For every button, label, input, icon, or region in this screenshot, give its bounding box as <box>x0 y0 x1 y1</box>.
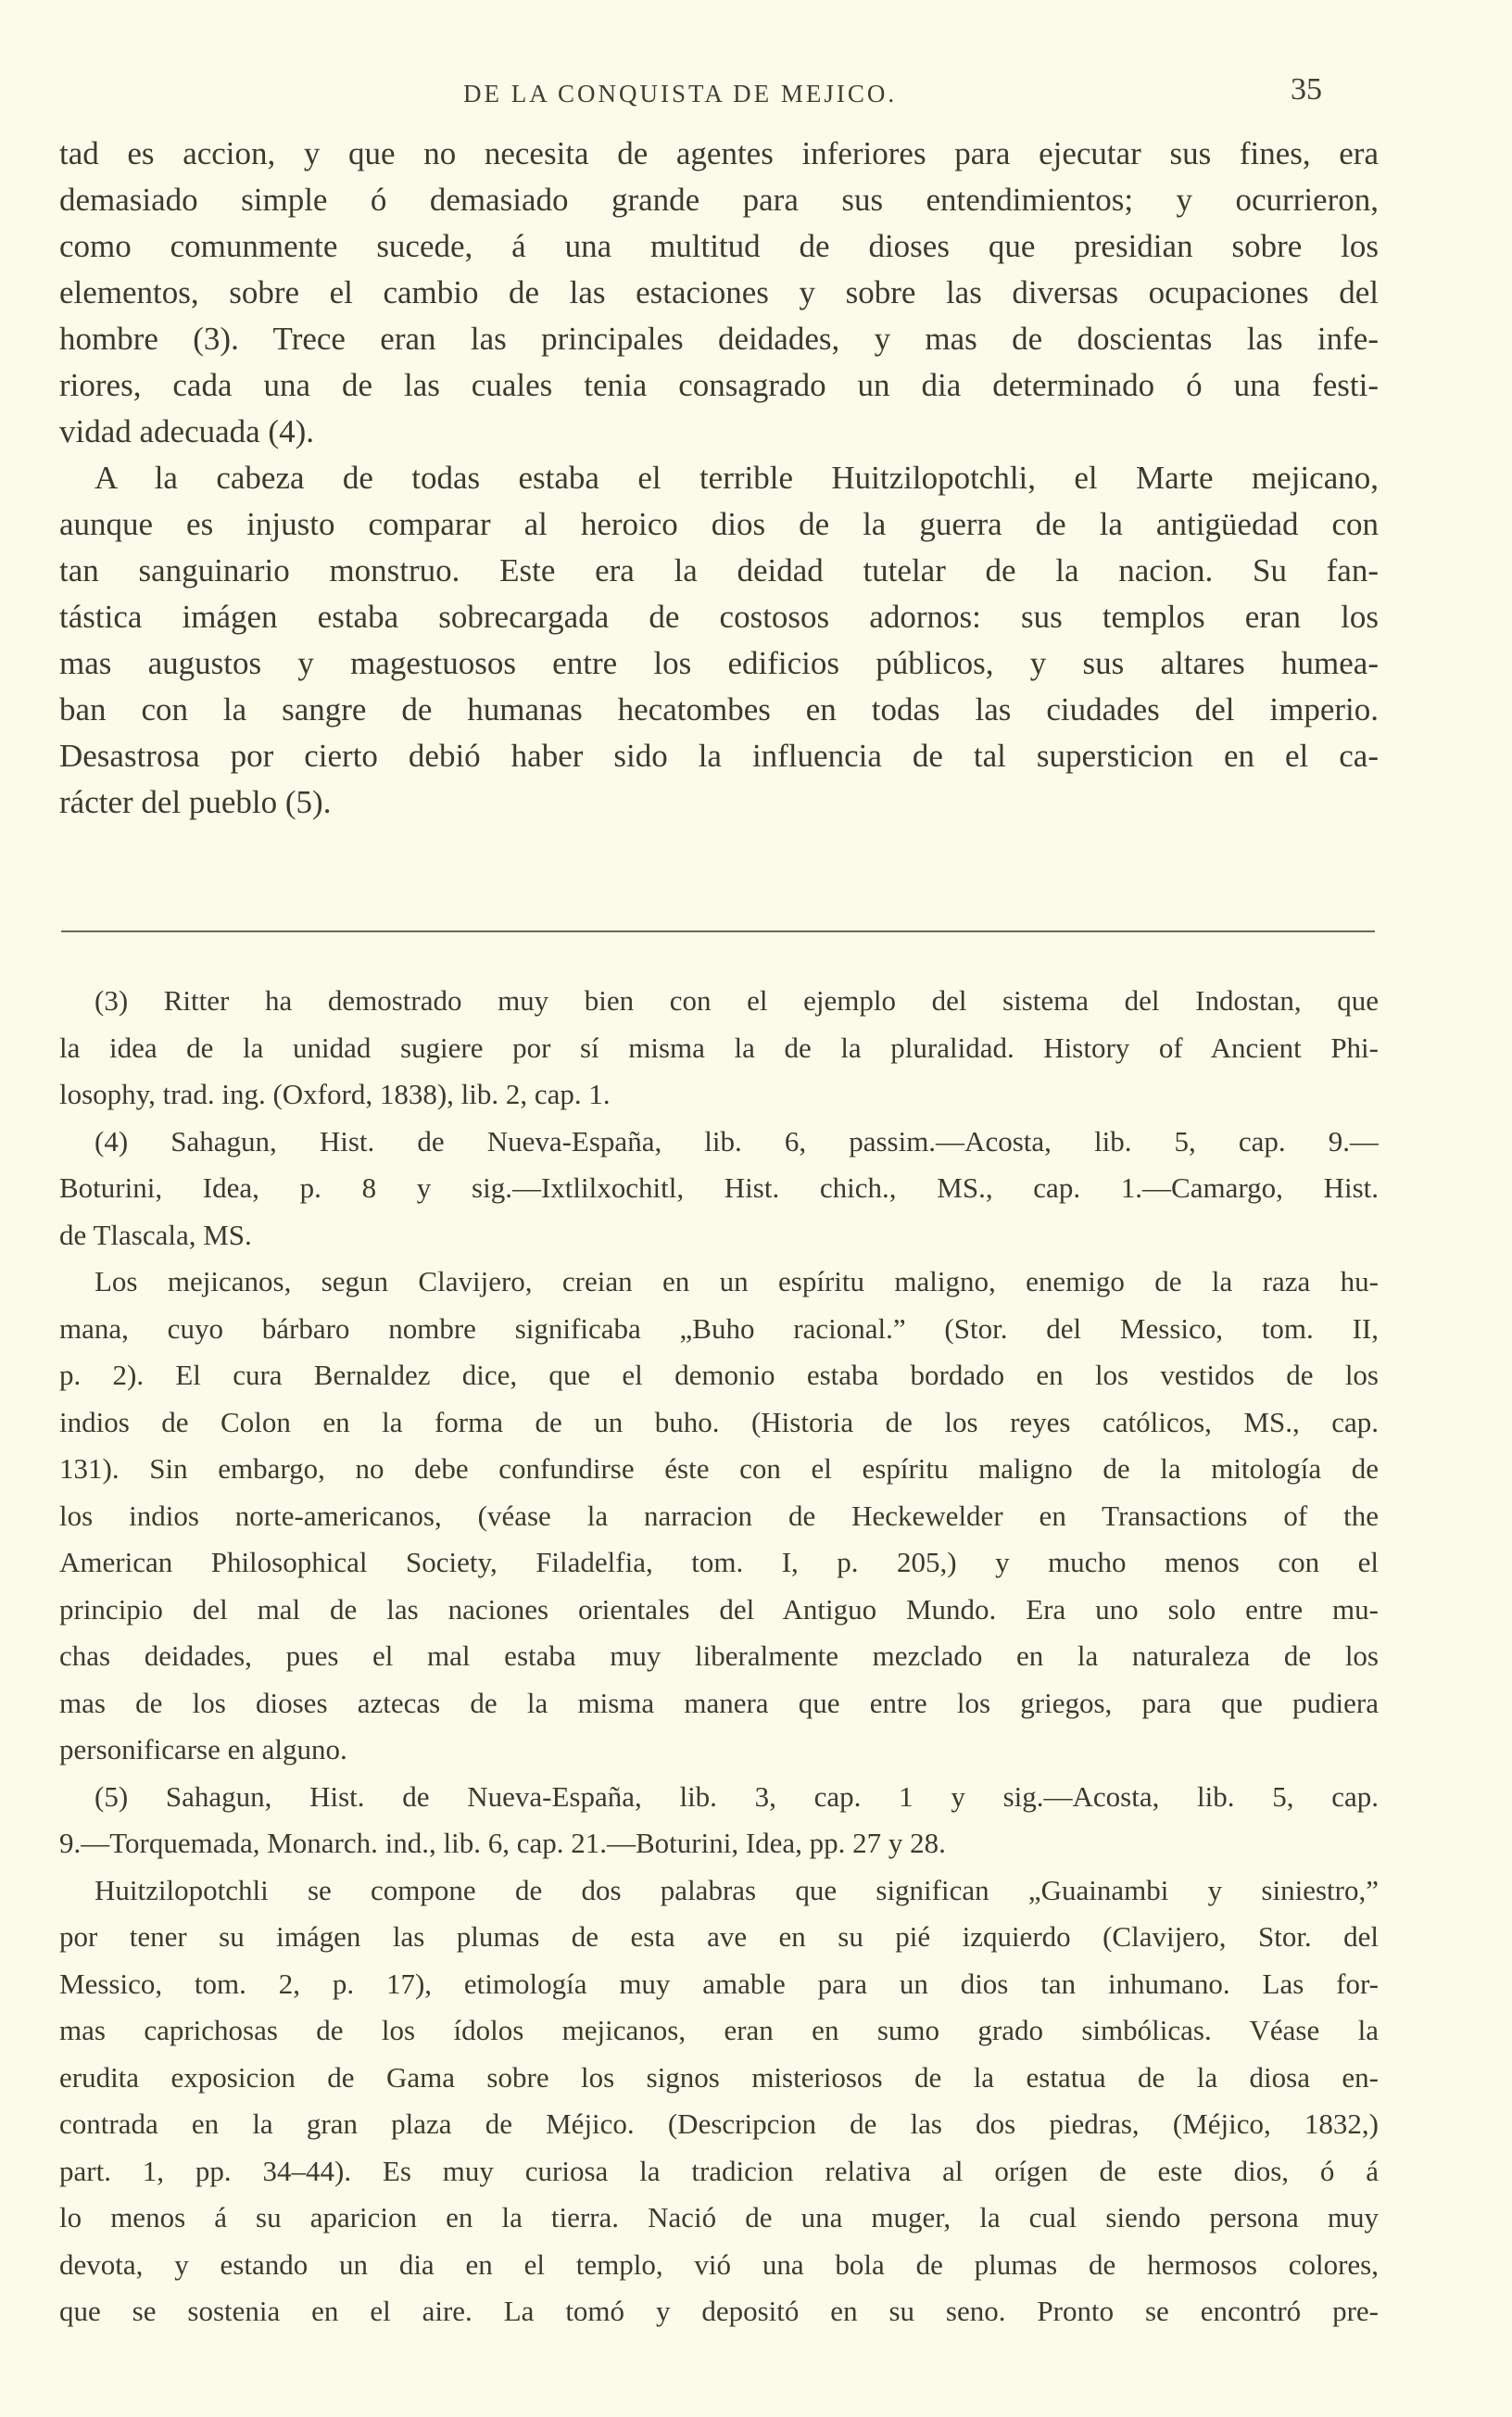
text-line: mas augustos y magestuosos entre los edificios públicos, y sus altares humea- <box>59 645 1379 681</box>
page-number: 35 <box>1291 72 1322 107</box>
footnote-paragraph <box>59 978 1379 1119</box>
text-line: Los mejicanos, segun Clavijero, creian en un espíritu maligno, enemigo de la raza hu- <box>94 1265 1379 1297</box>
text-line: hombre (3). Trece eran las principales deidades, y mas de doscientas las infe- <box>59 321 1379 357</box>
text-line: Boturini, Idea, p. 8 y sig.—Ixtlilxochitl, Hist. chich., MS., cap. 1.—Camargo, Hist. <box>59 1171 1379 1204</box>
text-line: mas caprichosas de los ídolos mejicanos, eran en sumo grado simbólicas. Véase la <box>59 2014 1379 2046</box>
footnotes <box>59 978 1379 2335</box>
text-line: 9.—Torquemada, Monarch. ind., lib. 6, cap. 21.—Boturini, Idea, pp. 27 y 28. <box>59 1827 946 1859</box>
text-line: p. 2). El cura Bernaldez dice, que el demonio estaba bordado en los vestidos de los <box>59 1359 1379 1391</box>
text-line: Huitzilopotchli se compone de dos palabras que significan „Guainambi y siniestro,” <box>94 1873 1379 1906</box>
paragraph <box>59 455 1379 826</box>
text-line: erudita exposicion de Gama sobre los signos misteriosos de la estatua de la diosa en- <box>59 2060 1379 2094</box>
text-line: por tener su imágen las plumas de esta ave en su pié izquierdo (Clavijero, Stor. del <box>59 1920 1379 1953</box>
text-line: American Philosophical Society, Filadelfia, tom. I, p. 205,) y mucho menos con el <box>59 1546 1379 1578</box>
text-line: part. 1, pp. 34–44). Es muy curiosa la tradicion relativa al orígen de este dios, ó á <box>59 2154 1379 2187</box>
text-line: Desastrosa por cierto debió haber sido la influencia de tal supersticion en el ca- <box>59 738 1379 774</box>
text-line: contrada en la gran plaza de Méjico. (Descripcion de las dos piedras, (Méjico, 1832,) <box>59 2107 1379 2140</box>
text-line: la idea de la unidad sugiere por sí misma la de la pluralidad. History of Ancient Phi- <box>59 1031 1379 1064</box>
running-head-title: DE LA CONQUISTA DE MEJICO. <box>463 80 898 108</box>
footnote-paragraph <box>59 1119 1379 1259</box>
text-line: 131). Sin embargo, no debe confundirse éste con el espíritu maligno de la mitología de <box>59 1452 1379 1485</box>
text-line: ban con la sangre de humanas hecatombes en todas las ciudades del imperio. <box>59 691 1379 728</box>
text-line: mana, cuyo bárbaro nombre significaba „Buho racional.” (Stor. del Messico, tom. II, <box>59 1311 1379 1345</box>
text-line: principio del mal de las naciones orientales del Antiguo Mundo. Era uno solo entre mu- <box>59 1592 1379 1626</box>
text-line: chas deidades, pues el mal estaba muy liberalmente mezclado en la naturaleza de los <box>59 1639 1379 1672</box>
text-line: tan sanguinario monstruo. Este era la deidad tutelar de la nacion. Su fan- <box>59 552 1379 588</box>
text-line: elementos, sobre el cambio de las estaciones y sobre las diversas ocupaciones del <box>59 274 1379 310</box>
paragraph <box>59 131 1379 455</box>
text-line: (3) Ritter ha demostrado muy bien con el ejemplo del sistema del Indostan, que <box>94 984 1379 1017</box>
text-line: aunque es injusto comparar al heroico dios de la guerra de la antigüedad con <box>59 506 1379 542</box>
text-line: indios de Colon en la forma de un buho. (Historia de los reyes católicos, MS., cap. <box>59 1405 1379 1438</box>
text-line: (5) Sahagun, Hist. de Nueva-España, lib. 3, cap. 1 y sig.—Acosta, lib. 5, cap. <box>94 1779 1379 1813</box>
text-line: tástica imágen estaba sobrecargada de costosos adornos: sus templos eran los <box>59 599 1379 635</box>
footnote-paragraph <box>59 1774 1379 1867</box>
text-line: tad es accion, y que no necesita de agentes inferiores para ejecutar sus fines, era <box>59 135 1379 171</box>
footnote-separator-rule <box>61 930 1375 932</box>
text-line: A la cabeza de todas estaba el terrible Huitzilopotchli, el Marte mejicano, <box>94 460 1379 496</box>
text-line: losophy, trad. ing. (Oxford, 1838), lib. 2, cap. 1. <box>59 1078 611 1110</box>
footnote-paragraph <box>59 1259 1379 1774</box>
text-line: que se sostenia en el aire. La tomó y depositó en su seno. Pronto se encontró pre- <box>59 2295 1379 2327</box>
footnote-paragraph <box>59 1867 1379 2335</box>
text-line: vidad adecuada (4). <box>59 413 314 449</box>
text-line: como comunmente sucede, á una multitud de dioses que presidian sobre los <box>59 228 1379 264</box>
text-line: de Tlascala, MS. <box>59 1218 252 1251</box>
main-text <box>59 131 1379 826</box>
text-line: devota, y estando un dia en el templo, vió una bola de plumas de hermosos colores, <box>59 2247 1379 2281</box>
text-line: demasiado simple ó demasiado grande para sus entendimientos; y ocurrieron, <box>59 182 1379 218</box>
text-line: mas de los dioses aztecas de la misma manera que entre los griegos, para que pudiera <box>59 1686 1379 1719</box>
text-line: rácter del pueblo (5). <box>59 784 332 820</box>
text-line: lo menos á su aparicion en la tierra. Nació de una muger, la cual siendo persona muy <box>59 2201 1379 2234</box>
text-line: Messico, tom. 2, p. 17), etimología muy amable para un dios tan inhumano. Las for- <box>59 1967 1379 2000</box>
text-line: personificarse en alguno. <box>59 1733 347 1765</box>
text-line: (4) Sahagun, Hist. de Nueva-España, lib. 6, passim.—Acosta, lib. 5, cap. 9.— <box>94 1124 1379 1158</box>
text-line: los indios norte-americanos, (véase la narracion de Heckewelder en Transactions of the <box>59 1499 1379 1532</box>
text-line: riores, cada una de las cuales tenia consagrado un dia determinado ó una festi- <box>59 367 1379 403</box>
